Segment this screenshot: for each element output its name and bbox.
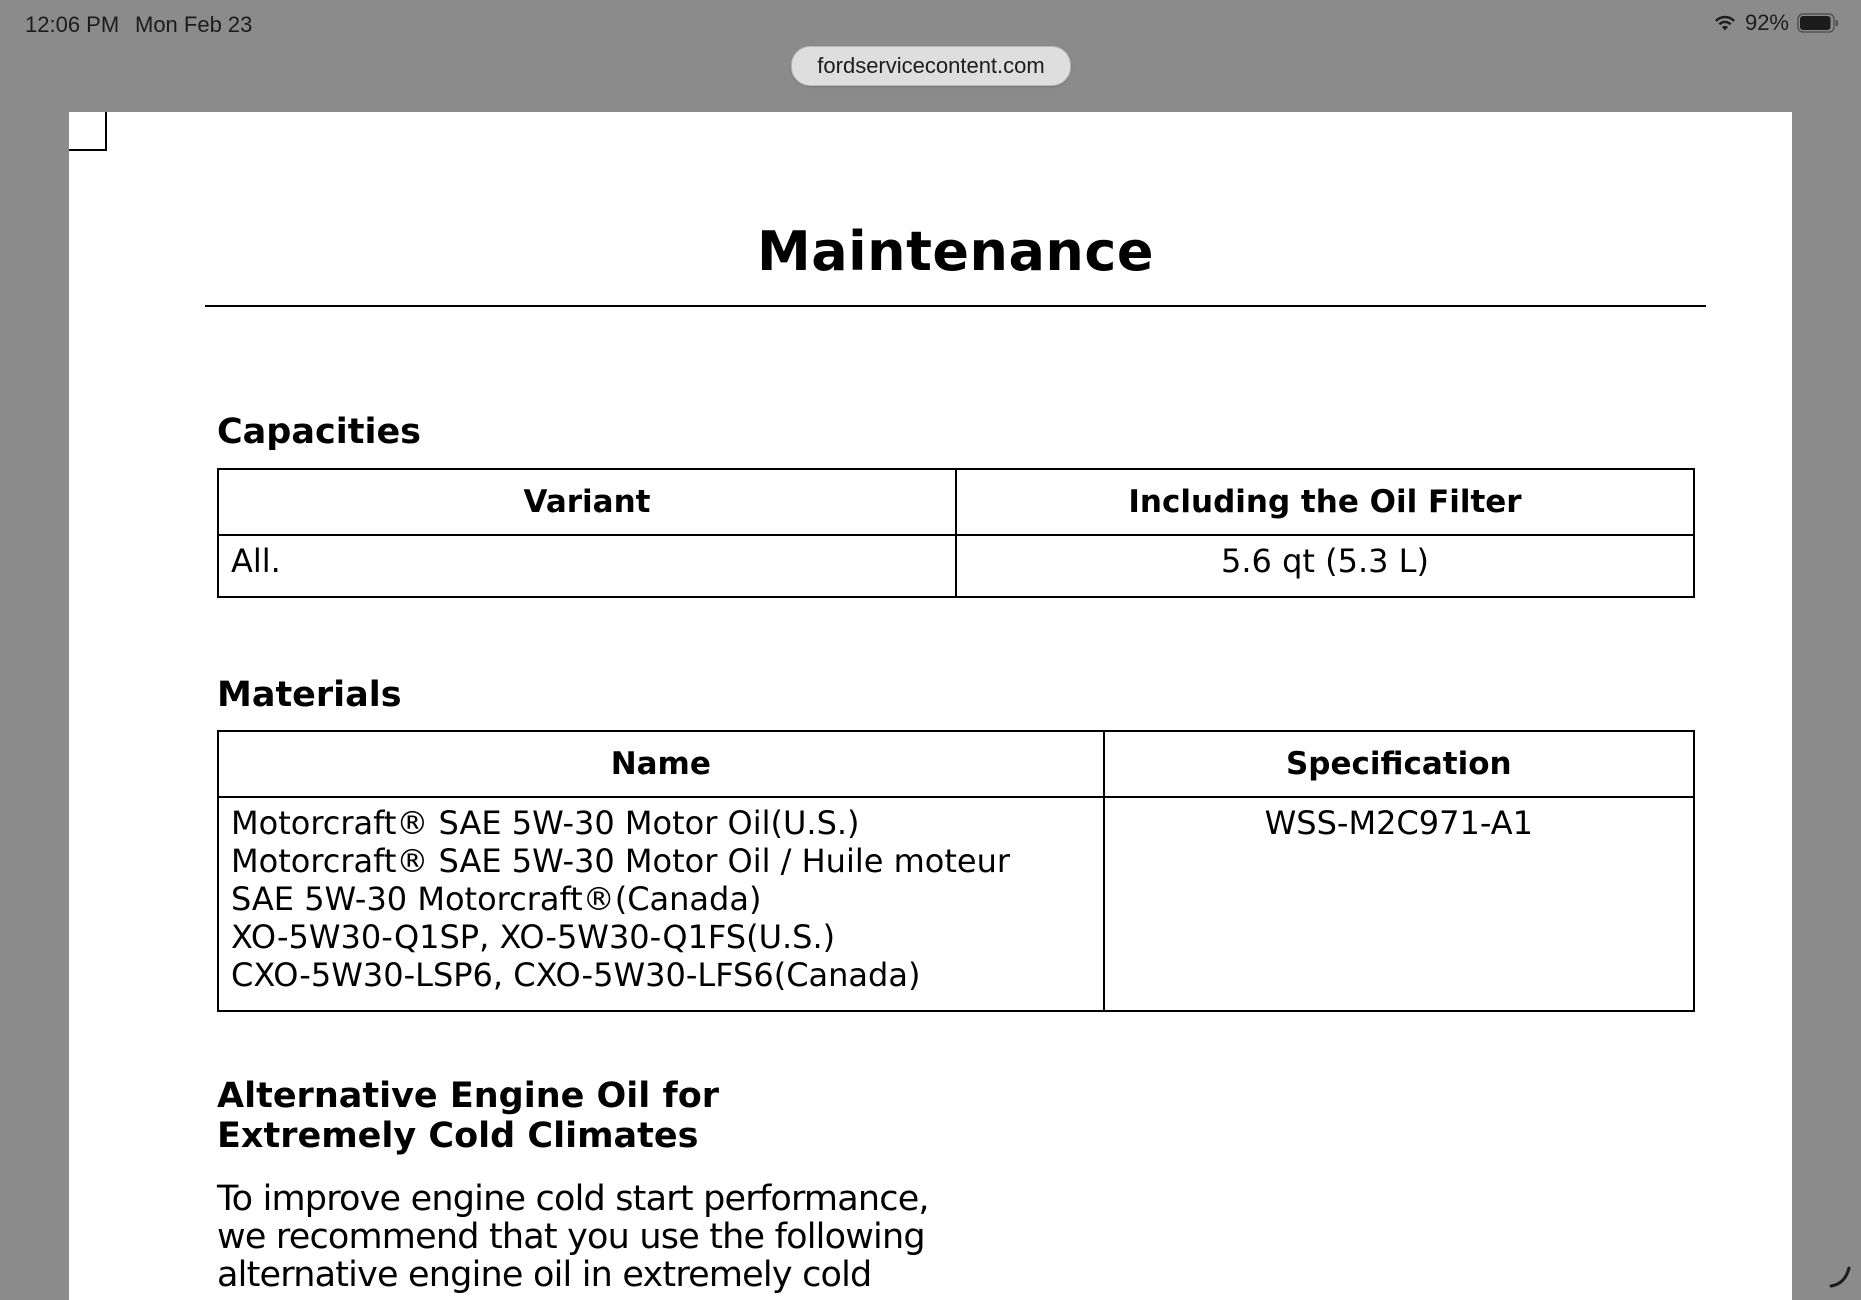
- capacities-heading: Capacities: [217, 412, 422, 452]
- wifi-icon: [1713, 14, 1737, 32]
- materials-heading: Materials: [217, 675, 402, 715]
- table-header-row: [218, 469, 1694, 535]
- capacities-table: [217, 468, 1695, 598]
- status-date: Mon Feb 23: [135, 12, 253, 37]
- material-line: Motorcraft® SAE 5W-30 Motor Oil(U.S.): [231, 804, 860, 842]
- heading-line: Extremely Cold Climates: [217, 1116, 699, 1156]
- table-row: [218, 535, 1694, 597]
- cell-capacity: 5.6 qt (5.3 L): [956, 535, 1694, 597]
- table-header-row: [218, 731, 1694, 797]
- alternative-oil-heading: [217, 1076, 719, 1156]
- table-row: [218, 797, 1694, 1011]
- paragraph-line: To improve engine cold start performance,: [217, 1179, 929, 1219]
- alternative-oil-paragraph: [217, 1180, 997, 1294]
- paragraph-line: we recommend that you use the following: [217, 1217, 925, 1257]
- material-line: CXO-5W30-LSP6, CXO-5W30-LFS6(Canada): [231, 956, 921, 994]
- status-indicators: [1713, 10, 1839, 36]
- column-header-oil-filter: Including the Oil Filter: [956, 469, 1694, 535]
- battery-icon: [1797, 13, 1839, 33]
- column-header-name: Name: [218, 731, 1104, 797]
- url-text: fordservicecontent.com: [817, 53, 1045, 78]
- materials-table: [217, 730, 1695, 1012]
- document-page: [69, 112, 1792, 1300]
- page-title: Maintenance: [756, 220, 1155, 283]
- status-bar: [0, 0, 1861, 48]
- battery-percent: 92%: [1744, 10, 1789, 35]
- material-line: XO-5W30-Q1SP, XO-5W30-Q1FS(U.S.): [231, 918, 836, 956]
- column-header-specification: Specification: [1104, 731, 1694, 797]
- heading-line: Alternative Engine Oil for: [217, 1076, 719, 1116]
- material-line: Motorcraft® SAE 5W-30 Motor Oil / Huile moteur: [231, 842, 1011, 880]
- crop-mark: [69, 112, 107, 151]
- status-time: 12:06 PM: [25, 12, 120, 37]
- material-line: SAE 5W-30 Motorcraft®(Canada): [231, 880, 762, 918]
- resize-handle-icon[interactable]: [1827, 1264, 1853, 1290]
- column-header-variant: Variant: [218, 469, 956, 535]
- cell-variant: All.: [218, 535, 956, 597]
- cell-material-name: [218, 797, 1104, 1011]
- url-bar[interactable]: [791, 46, 1071, 86]
- title-divider: [205, 305, 1706, 307]
- cell-specification: WSS-M2C971-A1: [1104, 797, 1694, 1011]
- paragraph-line: alternative engine oil in extremely cold: [217, 1255, 872, 1295]
